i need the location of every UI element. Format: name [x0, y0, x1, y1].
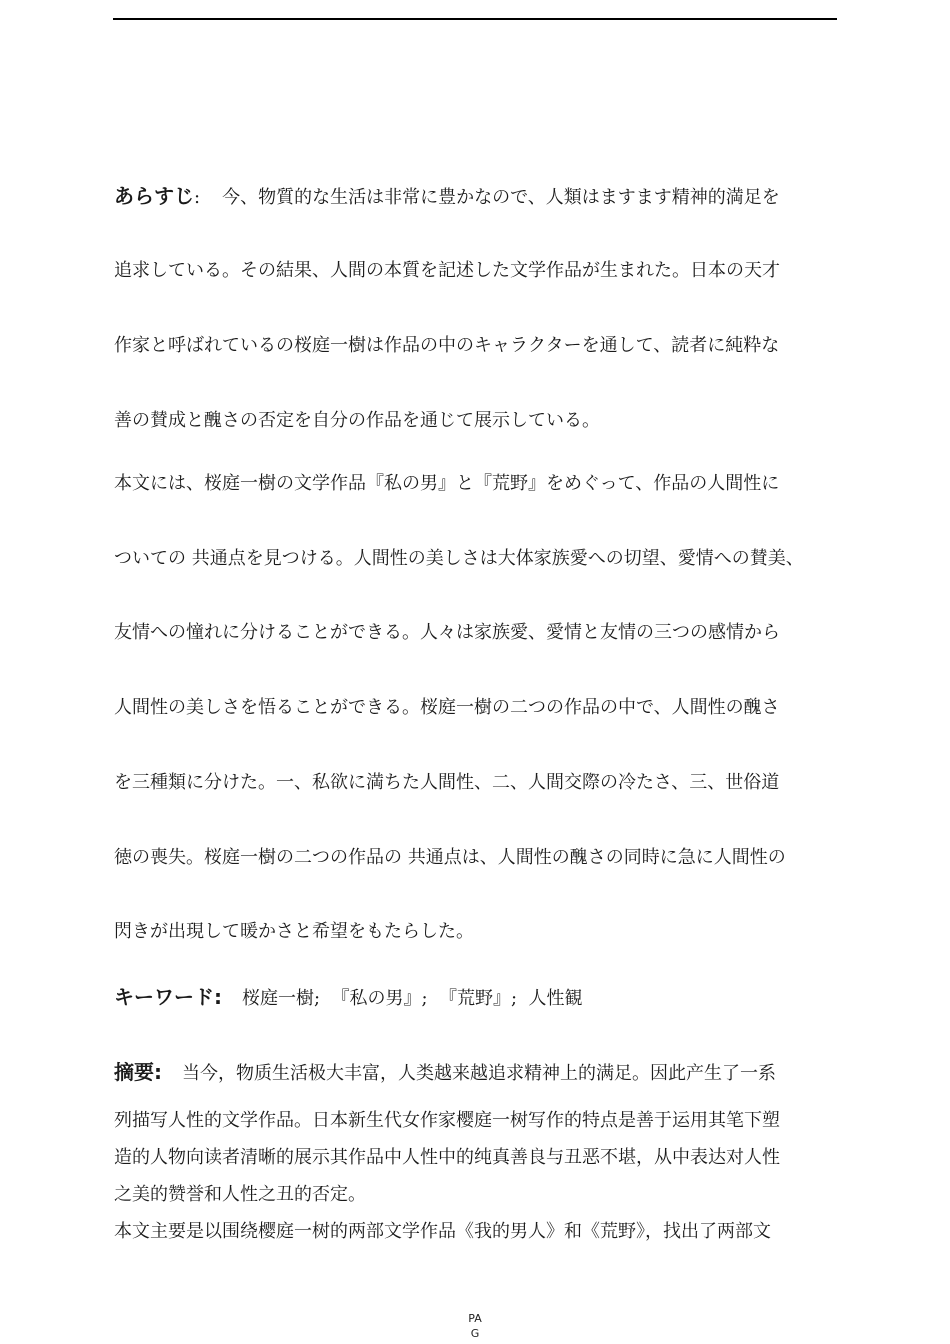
synopsis-line: 徳の喪失。桜庭一樹の二つの作品の 共通点は、人間性の醜さの同時に急に人間性の	[114, 847, 786, 868]
synopsis-label: あらすじ	[114, 184, 194, 208]
synopsis-line: 閃きが出現して暖かさと希望をもたらした。	[114, 921, 474, 942]
synopsis-line: 人間性の美しさを悟ることができる。桜庭一樹の二つの作品の中で、人間性の醜さ	[114, 697, 780, 718]
synopsis-label-colon: :	[194, 187, 201, 208]
header-rule	[113, 18, 837, 20]
synopsis-line: 追求している。その結果、人間の本質を記述した文学作品が生まれた。日本の天才	[114, 260, 780, 281]
synopsis-line: ついての 共通点を見つける。人間性の美しさは大体家族愛への切望、愛情への賛美、	[114, 548, 804, 569]
abstract-label: 摘要:	[114, 1060, 162, 1084]
synopsis-line: 友情への憧れに分けることができる。人々は家族愛、愛情と友情の三つの感情から	[114, 622, 780, 643]
keywords-text: 桜庭一樹; 『私の男』; 『荒野』; 人性観	[242, 988, 583, 1009]
abstract-line: 之美的赞誉和人性之丑的否定。	[114, 1184, 366, 1205]
synopsis-line-1	[114, 184, 854, 210]
synopsis-text: 今、物質的な生活は非常に豊かなので、人類はますます精神的満足を	[222, 187, 780, 208]
footer-line-1: PA	[468, 1312, 482, 1325]
abstract-line: 本文主要是以围绕樱庭一树的两部文学作品《我的男人》和《荒野》，找出了两部文	[114, 1221, 771, 1242]
synopsis-line: を三種類に分けた。一、私欲に満ちた人間性、二、人間交際の冷たさ、三、世俗道	[114, 772, 780, 793]
keywords-label: キーワード:	[114, 985, 222, 1009]
abstract-line: 造的人物向读者清晰的展示其作品中人性中的纯真善良与丑恶不堪，从中表达对人性	[114, 1147, 780, 1168]
abstract-line: 列描写人性的文学作品。日本新生代女作家樱庭一树写作的特点是善于运用其笔下塑	[114, 1110, 780, 1131]
synopsis-line: 本文には、桜庭一樹の文学作品『私の男』と『荒野』をめぐって、作品の人間性に	[114, 473, 780, 494]
footer-line-2: G	[470, 1327, 480, 1340]
keywords-line	[114, 985, 854, 1011]
abstract-line-1	[114, 1060, 854, 1086]
synopsis-line: 作家と呼ばれているの桜庭一樹は作品の中のキャラクターを通して、読者に純粋な	[114, 335, 780, 356]
page-number-footer	[455, 1311, 495, 1341]
synopsis-line: 善の賛成と醜さの否定を自分の作品を通じて展示している。	[114, 410, 600, 431]
abstract-text: 当今，物质生活极大丰富，人类越来越追求精神上的满足。因此产生了一系	[182, 1063, 776, 1084]
